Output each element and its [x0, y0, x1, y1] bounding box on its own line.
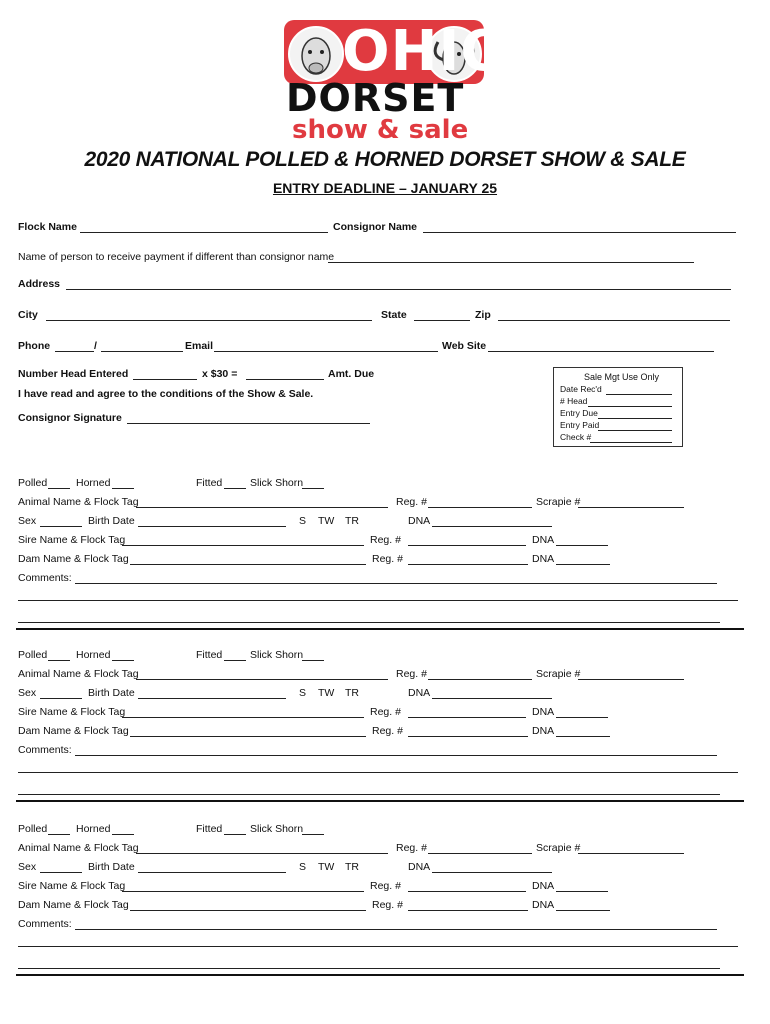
scrapie-field[interactable] — [578, 507, 684, 508]
sire-dna-field[interactable] — [556, 717, 608, 718]
signature-field[interactable] — [127, 423, 370, 424]
sale-mgt-row: # Head — [560, 396, 588, 406]
scrapie-label: Scrapie # — [536, 668, 581, 680]
animal-name-field[interactable] — [136, 853, 388, 854]
fee-label: x $30 = — [202, 368, 238, 380]
zip-label: Zip — [475, 309, 491, 321]
reg-field[interactable] — [428, 507, 532, 508]
horned-label: Horned — [76, 823, 111, 835]
single-option[interactable]: S — [299, 861, 307, 873]
reg-field[interactable] — [428, 679, 532, 680]
comments-line[interactable] — [18, 968, 720, 969]
zip-field[interactable] — [498, 320, 730, 321]
animal-entry-block — [0, 823, 770, 983]
flock-name-label: Flock Name — [18, 221, 77, 233]
polled-label: Polled — [18, 477, 48, 489]
sire-field[interactable] — [122, 545, 364, 546]
entry-due-field[interactable] — [598, 418, 672, 419]
birth-date-field[interactable] — [138, 872, 286, 873]
sire-label: Sire Name & Flock Tag — [18, 880, 126, 892]
polled-field[interactable] — [48, 834, 70, 835]
sire-reg-field[interactable] — [408, 717, 526, 718]
entry-paid-field[interactable] — [598, 430, 672, 431]
dna-label: DNA — [408, 515, 431, 527]
sale-mgt-heading: Sale Mgt Use Only — [584, 372, 660, 382]
birth-date-label: Birth Date — [88, 861, 135, 873]
sale-mgt-row: Date Rec'd — [560, 384, 602, 394]
slick-shorn-label: Slick Shorn — [250, 649, 304, 661]
dam-dna-field[interactable] — [556, 736, 610, 737]
horned-field[interactable] — [112, 488, 134, 489]
phone-number-field[interactable] — [101, 351, 183, 352]
sire-label: Sire Name & Flock Tag — [18, 706, 126, 718]
birth-date-label: Birth Date — [88, 687, 135, 699]
dam-field[interactable] — [130, 564, 366, 565]
birth-date-label: Birth Date — [88, 515, 135, 527]
slick-shorn-field[interactable] — [302, 660, 324, 661]
twin-option[interactable]: TW — [318, 687, 335, 699]
dam-dna-field[interactable] — [556, 564, 610, 565]
animal-entry-block — [0, 477, 770, 637]
email-field[interactable] — [214, 351, 438, 352]
dam-label: Dam Name & Flock Tag — [18, 725, 129, 737]
animal-name-label: Animal Name & Flock Tag — [18, 496, 139, 508]
ohio-dorset-logo — [280, 19, 509, 145]
polled-field[interactable] — [48, 488, 70, 489]
dam-label: Dam Name & Flock Tag — [18, 553, 129, 565]
reg-label: Reg. # — [396, 842, 427, 854]
comments-field[interactable] — [75, 583, 717, 584]
city-field[interactable] — [46, 320, 372, 321]
reg-label: Reg. # — [396, 496, 427, 508]
single-option[interactable]: S — [299, 515, 307, 527]
amount-due-label: Amt. Due — [328, 368, 375, 380]
twin-option[interactable]: TW — [318, 515, 335, 527]
fitted-label: Fitted — [196, 477, 223, 489]
comments-field[interactable] — [75, 929, 717, 930]
address-label: Address — [18, 278, 61, 290]
payment-person-label: Name of person to receive payment if different than consignor name — [18, 251, 335, 263]
fitted-field[interactable] — [224, 488, 246, 489]
polled-label: Polled — [18, 649, 48, 661]
sex-field[interactable] — [40, 872, 82, 873]
sex-field[interactable] — [40, 698, 82, 699]
sex-label: Sex — [18, 687, 37, 699]
date-recd-field[interactable] — [606, 394, 672, 395]
animal-name-label: Animal Name & Flock Tag — [18, 842, 139, 854]
horned-label: Horned — [76, 477, 111, 489]
check-number-field[interactable] — [590, 442, 672, 443]
animal-name-label: Animal Name & Flock Tag — [18, 668, 139, 680]
sire-dna-label: DNA — [532, 880, 555, 892]
twin-option[interactable]: TW — [318, 861, 335, 873]
consignor-name-field[interactable] — [423, 232, 736, 233]
sex-label: Sex — [18, 515, 37, 527]
horned-field[interactable] — [112, 834, 134, 835]
address-field[interactable] — [66, 289, 731, 290]
consignor-name-label: Consignor Name — [333, 221, 418, 233]
dna-field[interactable] — [432, 872, 552, 873]
single-option[interactable]: S — [299, 687, 307, 699]
sire-dna-field[interactable] — [556, 545, 608, 546]
comments-line[interactable] — [18, 600, 738, 601]
horned-field[interactable] — [112, 660, 134, 661]
fitted-field[interactable] — [224, 660, 246, 661]
email-label: Email — [185, 340, 214, 352]
sire-field[interactable] — [122, 891, 364, 892]
sire-field[interactable] — [122, 717, 364, 718]
dam-reg-label: Reg. # — [372, 899, 403, 911]
dam-dna-label: DNA — [532, 899, 555, 911]
head-count-field[interactable] — [588, 406, 672, 407]
section-divider — [16, 974, 744, 976]
sire-reg-label: Reg. # — [370, 706, 401, 718]
animal-name-field[interactable] — [136, 507, 388, 508]
fee-total-field[interactable] — [246, 379, 324, 380]
sale-mgt-box — [553, 367, 683, 447]
number-head-label: Number Head Entered — [18, 368, 129, 380]
dna-field[interactable] — [432, 698, 552, 699]
polled-ram-icon — [288, 26, 344, 82]
comments-label: Comments: — [18, 744, 72, 756]
logo-dorset-text: DORSET — [286, 76, 465, 120]
number-head-field[interactable] — [133, 379, 197, 380]
dna-label: DNA — [408, 861, 431, 873]
dam-reg-label: Reg. # — [372, 553, 403, 565]
entry-deadline: ENTRY DEADLINE – JANUARY 25 — [272, 180, 498, 196]
slick-shorn-label: Slick Shorn — [250, 823, 304, 835]
payment-person-field[interactable] — [328, 262, 694, 263]
slick-shorn-label: Slick Shorn — [250, 477, 304, 489]
sale-mgt-row: Entry Due — [560, 408, 598, 418]
sire-reg-field[interactable] — [408, 545, 526, 546]
dam-field[interactable] — [130, 910, 366, 911]
reg-label: Reg. # — [396, 668, 427, 680]
fitted-label: Fitted — [196, 649, 223, 661]
logo-ohio-text: OHIO — [342, 19, 509, 84]
dam-label: Dam Name & Flock Tag — [18, 899, 129, 911]
reg-field[interactable] — [428, 853, 532, 854]
flock-name-field[interactable] — [80, 232, 328, 233]
slick-shorn-field[interactable] — [302, 488, 324, 489]
fitted-label: Fitted — [196, 823, 223, 835]
state-label: State — [381, 309, 407, 321]
section-divider — [16, 800, 744, 802]
phone-label: Phone — [18, 340, 51, 352]
sire-dna-label: DNA — [532, 534, 555, 546]
sire-label: Sire Name & Flock Tag — [18, 534, 126, 546]
dam-reg-field[interactable] — [408, 736, 528, 737]
polled-field[interactable] — [48, 660, 70, 661]
dna-label: DNA — [408, 687, 431, 699]
comments-line[interactable] — [18, 772, 738, 773]
phone-slash: / — [94, 340, 97, 352]
polled-label: Polled — [18, 823, 48, 835]
dam-dna-field[interactable] — [556, 910, 610, 911]
phone-area-field[interactable] — [55, 351, 94, 352]
horned-label: Horned — [76, 649, 111, 661]
web-site-label: Web Site — [442, 340, 487, 352]
comments-line[interactable] — [18, 622, 720, 623]
signature-label: Consignor Signature — [18, 412, 122, 424]
comments-line[interactable] — [18, 794, 720, 795]
scrapie-label: Scrapie # — [536, 496, 581, 508]
scrapie-field[interactable] — [578, 679, 684, 680]
sire-reg-field[interactable] — [408, 891, 526, 892]
comments-label: Comments: — [18, 572, 72, 584]
animal-name-field[interactable] — [136, 679, 388, 680]
scrapie-field[interactable] — [578, 853, 684, 854]
agreement-text: I have read and agree to the conditions of the Show & Sale. — [18, 388, 314, 400]
comments-field[interactable] — [75, 755, 717, 756]
dam-reg-label: Reg. # — [372, 725, 403, 737]
birth-date-field[interactable] — [138, 698, 286, 699]
web-site-field[interactable] — [488, 351, 714, 352]
animal-entry-block — [0, 649, 770, 809]
dna-field[interactable] — [432, 526, 552, 527]
slick-shorn-field[interactable] — [302, 834, 324, 835]
fitted-field[interactable] — [224, 834, 246, 835]
state-field[interactable] — [414, 320, 470, 321]
scrapie-label: Scrapie # — [536, 842, 581, 854]
dam-reg-field[interactable] — [408, 564, 528, 565]
sire-reg-label: Reg. # — [370, 534, 401, 546]
sire-dna-label: DNA — [532, 706, 555, 718]
sex-label: Sex — [18, 861, 37, 873]
triplet-option[interactable]: TR — [345, 861, 359, 873]
triplet-option[interactable]: TR — [345, 687, 359, 699]
dam-dna-label: DNA — [532, 553, 555, 565]
city-label: City — [18, 309, 38, 321]
triplet-option[interactable]: TR — [345, 515, 359, 527]
sire-dna-field[interactable] — [556, 891, 608, 892]
sale-mgt-row: Entry Paid — [560, 420, 600, 430]
comments-line[interactable] — [18, 946, 738, 947]
dam-field[interactable] — [130, 736, 366, 737]
logo-show-sale-text: show & sale — [292, 115, 469, 145]
sale-mgt-row: Check # — [560, 432, 592, 442]
birth-date-field[interactable] — [138, 526, 286, 527]
dam-dna-label: DNA — [532, 725, 555, 737]
sire-reg-label: Reg. # — [370, 880, 401, 892]
comments-label: Comments: — [18, 918, 72, 930]
section-divider — [16, 628, 744, 630]
page-title: 2020 NATIONAL POLLED & HORNED DORSET SHOW & SALE — [84, 148, 686, 171]
sex-field[interactable] — [40, 526, 82, 527]
dam-reg-field[interactable] — [408, 910, 528, 911]
